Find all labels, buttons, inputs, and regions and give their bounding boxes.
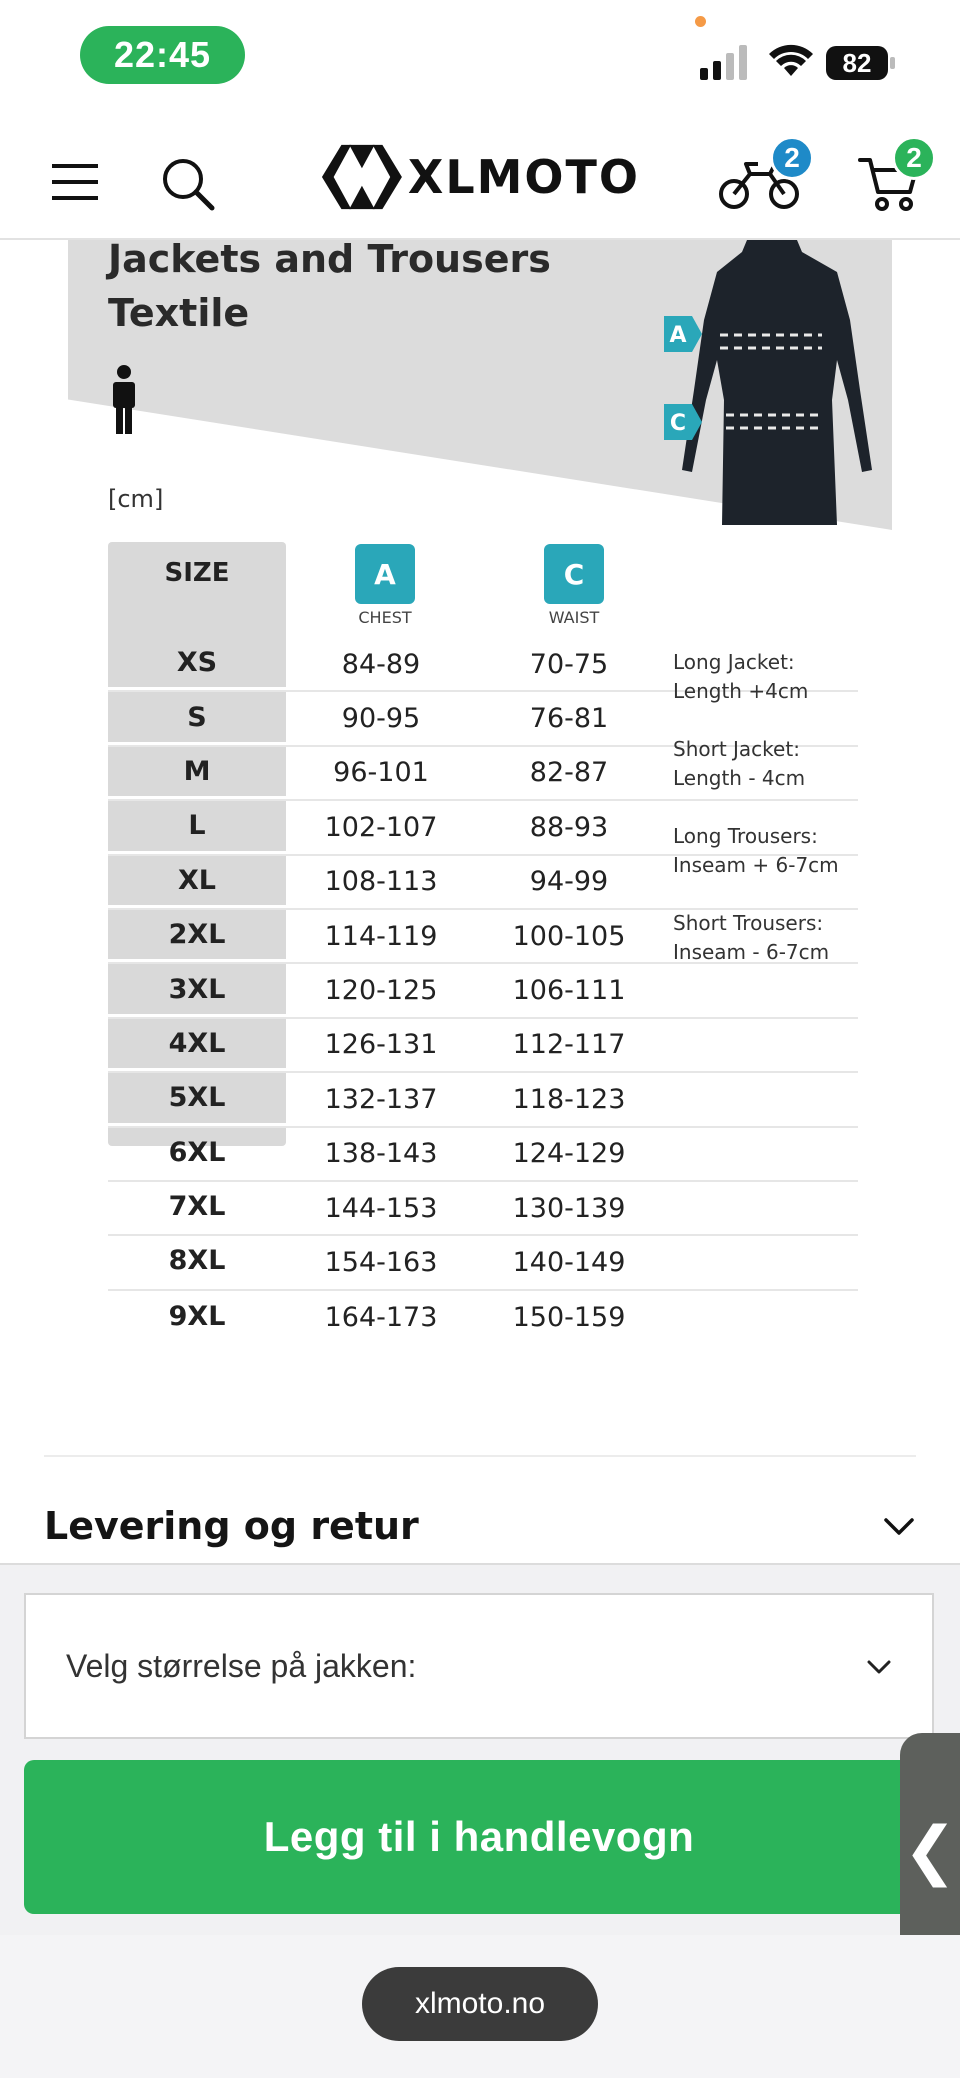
accordion-title: Levering og retur <box>44 1504 419 1548</box>
chevron-down-icon <box>866 1653 892 1679</box>
size-cell: 8XL <box>108 1236 286 1288</box>
svg-text:C: C <box>669 411 687 436</box>
status-bar <box>0 0 960 110</box>
size-cell: 6XL <box>108 1128 286 1180</box>
size-select-label: Velg størrelse på jakken: <box>66 1647 417 1684</box>
battery-icon <box>826 46 896 80</box>
size-cell: 4XL <box>108 1019 286 1071</box>
chest-cell: 126-131 <box>324 1029 438 1061</box>
size-select-dropdown[interactable] <box>24 1593 934 1739</box>
waist-cell: 150-159 <box>512 1302 626 1334</box>
garage-count-badge: 2 <box>770 136 814 180</box>
size-cell: 9XL <box>108 1291 286 1345</box>
privacy-indicator-dot <box>695 16 706 27</box>
size-cell: 3XL <box>108 964 286 1016</box>
chest-measure-badge: A <box>355 544 415 604</box>
person-icon <box>110 364 138 434</box>
size-cell: S <box>108 692 286 744</box>
waist-measure-badge: C <box>544 544 604 604</box>
size-chart-title: Jackets and Trousers Textile <box>108 240 551 335</box>
chest-cell: 102-107 <box>324 811 438 843</box>
note-long-jacket: Long Jacket: Length +4cm <box>673 650 809 703</box>
delivery-returns-accordion[interactable] <box>44 1486 916 1566</box>
waist-cell: 124-129 <box>512 1138 626 1170</box>
chest-cell: 144-153 <box>324 1192 438 1224</box>
body-measurement-silhouette <box>662 240 882 525</box>
site-header <box>0 110 960 240</box>
add-to-cart-button[interactable]: Legg til i handlevogn <box>24 1760 934 1914</box>
size-cell: 5XL <box>108 1073 286 1125</box>
waist-cell: 118-123 <box>512 1083 626 1115</box>
size-cell: 2XL <box>108 910 286 962</box>
cellular-signal-icon <box>700 44 752 80</box>
size-chart-image <box>0 240 960 1450</box>
waist-cell: 94-99 <box>529 866 609 898</box>
chevron-left-icon: ❮ <box>903 1813 957 1886</box>
size-column-header: SIZE <box>164 558 230 588</box>
search-icon[interactable] <box>160 156 216 212</box>
wifi-icon <box>768 42 814 78</box>
unit-label: [cm] <box>108 485 164 513</box>
status-time: 22:45 <box>80 26 245 84</box>
hamburger-menu-icon[interactable] <box>52 162 98 202</box>
waist-cell: 130-139 <box>512 1192 626 1224</box>
size-cell: M <box>108 747 286 799</box>
xlmoto-logo[interactable] <box>320 138 640 216</box>
cart-count-badge: 2 <box>892 136 936 180</box>
xlmoto-logo-mark-icon <box>320 140 404 214</box>
chest-cell: 120-125 <box>324 975 438 1007</box>
waist-cell: 100-105 <box>512 920 626 952</box>
chevron-down-icon <box>882 1509 916 1543</box>
size-cell: 7XL <box>108 1182 286 1234</box>
waist-cell: 82-87 <box>529 757 609 789</box>
waist-cell: 76-81 <box>529 703 609 735</box>
size-cell: XS <box>108 638 286 690</box>
waist-cell: 70-75 <box>529 648 609 680</box>
logo-text: XLMOTO <box>407 150 640 204</box>
battery-level: 82 <box>826 46 888 80</box>
size-cell: L <box>108 801 286 853</box>
chest-cell: 96-101 <box>333 757 429 789</box>
size-cell: XL <box>108 856 286 908</box>
chest-cell: 90-95 <box>341 703 421 735</box>
table-row <box>108 1019 858 1073</box>
purchase-panel <box>0 1563 960 1935</box>
table-row <box>108 1182 858 1236</box>
table-row <box>108 1073 858 1127</box>
chest-cell: 164-173 <box>324 1302 438 1334</box>
chest-cell: 114-119 <box>324 920 438 952</box>
chest-cell: 154-163 <box>324 1246 438 1278</box>
chest-cell: 138-143 <box>324 1138 438 1170</box>
chest-cell: 132-137 <box>324 1083 438 1115</box>
waist-cell: 140-149 <box>512 1246 626 1278</box>
chest-cell: 108-113 <box>324 866 438 898</box>
chest-cell: 84-89 <box>341 648 421 680</box>
waist-cell: 112-117 <box>512 1029 626 1061</box>
note-long-trousers: Long Trousers: Inseam + 6-7cm <box>673 824 839 877</box>
side-drawer-tab[interactable] <box>900 1733 960 1967</box>
chest-column-caption: CHEST <box>358 608 412 627</box>
waist-column-caption: WAIST <box>548 608 600 627</box>
note-short-trousers: Short Trousers: Inseam - 6-7cm <box>673 911 830 964</box>
table-row <box>108 1236 858 1290</box>
url-bar[interactable]: xlmoto.no <box>362 1967 598 2041</box>
table-row <box>108 1291 858 1345</box>
length-notes <box>673 648 873 996</box>
table-row <box>108 1128 858 1182</box>
browser-bottom-bar <box>0 1935 960 2078</box>
note-short-jacket: Short Jacket: Length - 4cm <box>673 737 806 790</box>
waist-cell: 106-111 <box>512 975 626 1007</box>
svg-text:A: A <box>669 323 687 348</box>
section-divider <box>44 1455 916 1457</box>
waist-cell: 88-93 <box>529 811 609 843</box>
